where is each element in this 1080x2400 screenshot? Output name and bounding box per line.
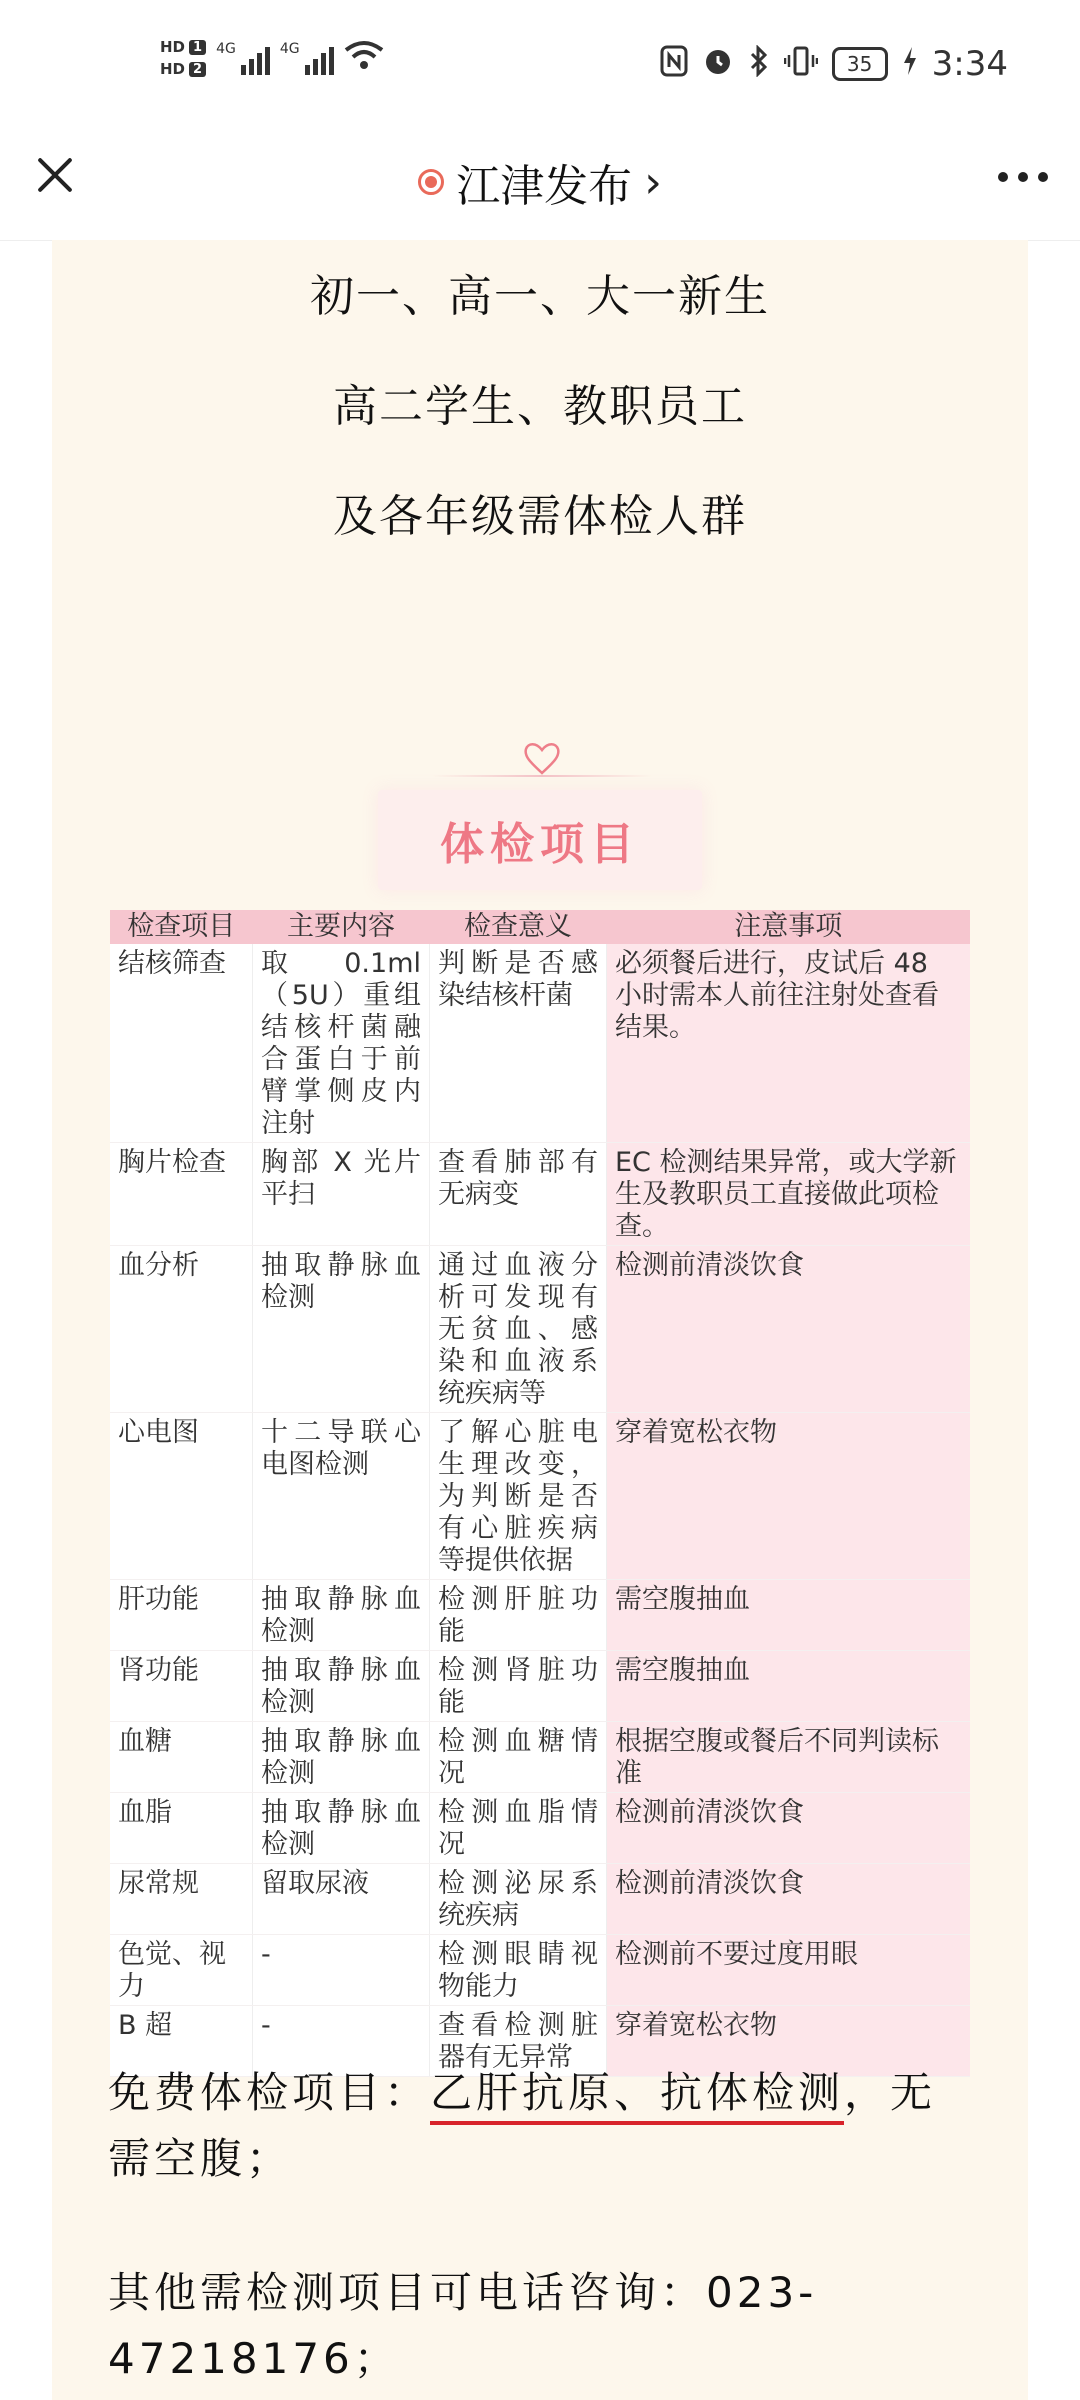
table-cell: 判断是否感染结核杆菌 <box>430 944 607 1143</box>
free-items-highlight: 乙肝抗原、抗体检测 <box>430 2068 844 2125</box>
account-title-button[interactable] <box>0 150 1080 214</box>
table-cell: - <box>253 2006 430 2077</box>
table-cell: 必须餐后进行，皮试后 48 小时需本人前往注射处查看结果。 <box>607 944 971 1143</box>
table-cell: 检测肾脏功能 <box>430 1651 607 1722</box>
table-cell: 检测前不要过度用眼 <box>607 1935 971 2006</box>
table-cell: 通过血液分析可发现有无贫血、感染和血液系统疾病等 <box>430 1246 607 1413</box>
table-row <box>110 1413 970 1580</box>
section-title: 体检项目 <box>378 790 702 890</box>
column-header: 主要内容 <box>253 910 430 944</box>
column-header: 检查意义 <box>430 910 607 944</box>
table-row <box>110 1935 970 2006</box>
alarm-icon <box>702 45 734 84</box>
table-cell: 检测血糖情况 <box>430 1722 607 1793</box>
heart-icon <box>522 740 562 776</box>
table-cell: 抽取静脉血检测 <box>253 1246 430 1413</box>
table-cell: 检测泌尿系统疾病 <box>430 1864 607 1935</box>
table-cell: 尿常规 <box>110 1864 253 1935</box>
table-cell: 胸片检查 <box>110 1143 253 1246</box>
table-cell: 了解心脏电生理改变，为判断是否有心脏疾病等提供依据 <box>430 1413 607 1580</box>
table-cell: 根据空腹或餐后不同判读标准 <box>607 1722 971 1793</box>
table-cell: 胸部 X 光片平扫 <box>253 1143 430 1246</box>
table-cell: EC 检测结果异常，或大学新生及教职员工直接做此项检查。 <box>607 1143 971 1246</box>
free-items-suffix: ，无需空腹； <box>108 2068 937 2183</box>
table-cell: 十二导联心电图检测 <box>253 1413 430 1580</box>
table-cell: 需空腹抽血 <box>607 1580 971 1651</box>
wifi-icon <box>344 40 384 77</box>
status-right <box>660 44 1008 84</box>
table-row <box>110 1793 970 1864</box>
table-cell: 肾功能 <box>110 1651 253 1722</box>
account-name: 江津发布 <box>456 161 633 212</box>
table-row <box>110 1864 970 1935</box>
nfc-icon <box>660 45 688 84</box>
free-items-prefix: 免费体检项目： <box>108 2068 431 2117</box>
table-cell: 抽取静脉血检测 <box>253 1793 430 1864</box>
bluetooth-icon <box>748 45 770 84</box>
signal-icon: 4G <box>216 41 270 75</box>
table-cell: 血脂 <box>110 1793 253 1864</box>
sim2-indicator: HD 2 <box>160 60 206 78</box>
table-cell: 检测肝脏功能 <box>430 1580 607 1651</box>
battery-icon: 35 <box>832 47 888 81</box>
table-cell: 肝功能 <box>110 1580 253 1651</box>
signal-icon: 4G <box>280 41 334 75</box>
table-cell: 检测前清淡饮食 <box>607 1246 971 1413</box>
table-cell: 检测血脂情况 <box>430 1793 607 1864</box>
free-items-paragraph <box>108 2060 974 2192</box>
audience-line: 初一、高一、大一新生 <box>310 271 770 322</box>
exam-items-table <box>110 910 970 2077</box>
consult-paragraph: 其他需检测项目可电话咨询：023-47218176； <box>108 2268 818 2383</box>
nav-bar <box>0 130 1080 241</box>
table-cell: 留取尿液 <box>253 1864 430 1935</box>
table-cell: 色觉、视力 <box>110 1935 253 2006</box>
table-cell: 取 0.1ml（5U）重组结核杆菌融合蛋白于前臂掌侧皮内注射 <box>253 944 430 1143</box>
table-cell: 结核筛查 <box>110 944 253 1143</box>
table-cell: 查看检测脏器有无异常 <box>430 2006 607 2077</box>
table-cell: 穿着宽松衣物 <box>607 1413 971 1580</box>
table-row <box>110 1246 970 1413</box>
table-cell: 抽取静脉血检测 <box>253 1651 430 1722</box>
table-row <box>110 1143 970 1246</box>
table-cell: 抽取静脉血检测 <box>253 1580 430 1651</box>
table-cell: 检测眼睛视物能力 <box>430 1935 607 2006</box>
table-row <box>110 1651 970 1722</box>
divider <box>432 775 652 777</box>
audience-line: 高二学生、教职员工 <box>333 381 747 432</box>
clock: 3:34 <box>931 44 1008 84</box>
charging-icon <box>902 45 918 84</box>
table-cell: 心电图 <box>110 1413 253 1580</box>
status-bar <box>0 0 1080 130</box>
status-left <box>160 38 384 78</box>
table-cell: 需空腹抽血 <box>607 1651 971 1722</box>
table-row <box>110 944 970 1143</box>
account-dot-icon <box>418 169 444 195</box>
table-cell: 血糖 <box>110 1722 253 1793</box>
table-cell: 检测前清淡饮食 <box>607 1793 971 1864</box>
column-header: 注意事项 <box>607 910 971 944</box>
chevron-right-icon: › <box>644 156 662 208</box>
table-cell: 查看肺部有无病变 <box>430 1143 607 1246</box>
table-cell: - <box>253 1935 430 2006</box>
table-header-row <box>110 910 970 944</box>
table-row <box>110 1580 970 1651</box>
audience-line: 及各年级需体检人群 <box>333 491 747 542</box>
table-cell: 血分析 <box>110 1246 253 1413</box>
table-cell: B 超 <box>110 2006 253 2077</box>
more-options-button[interactable] <box>998 172 1048 182</box>
table-row <box>110 1722 970 1793</box>
table-cell: 检测前清淡饮食 <box>607 1864 971 1935</box>
sim1-indicator: HD 1 <box>160 38 206 56</box>
vibrate-icon <box>784 45 818 84</box>
table-cell: 穿着宽松衣物 <box>607 2006 971 2077</box>
article-content <box>52 240 1028 2400</box>
table-cell: 抽取静脉血检测 <box>253 1722 430 1793</box>
column-header: 检查项目 <box>110 910 253 944</box>
